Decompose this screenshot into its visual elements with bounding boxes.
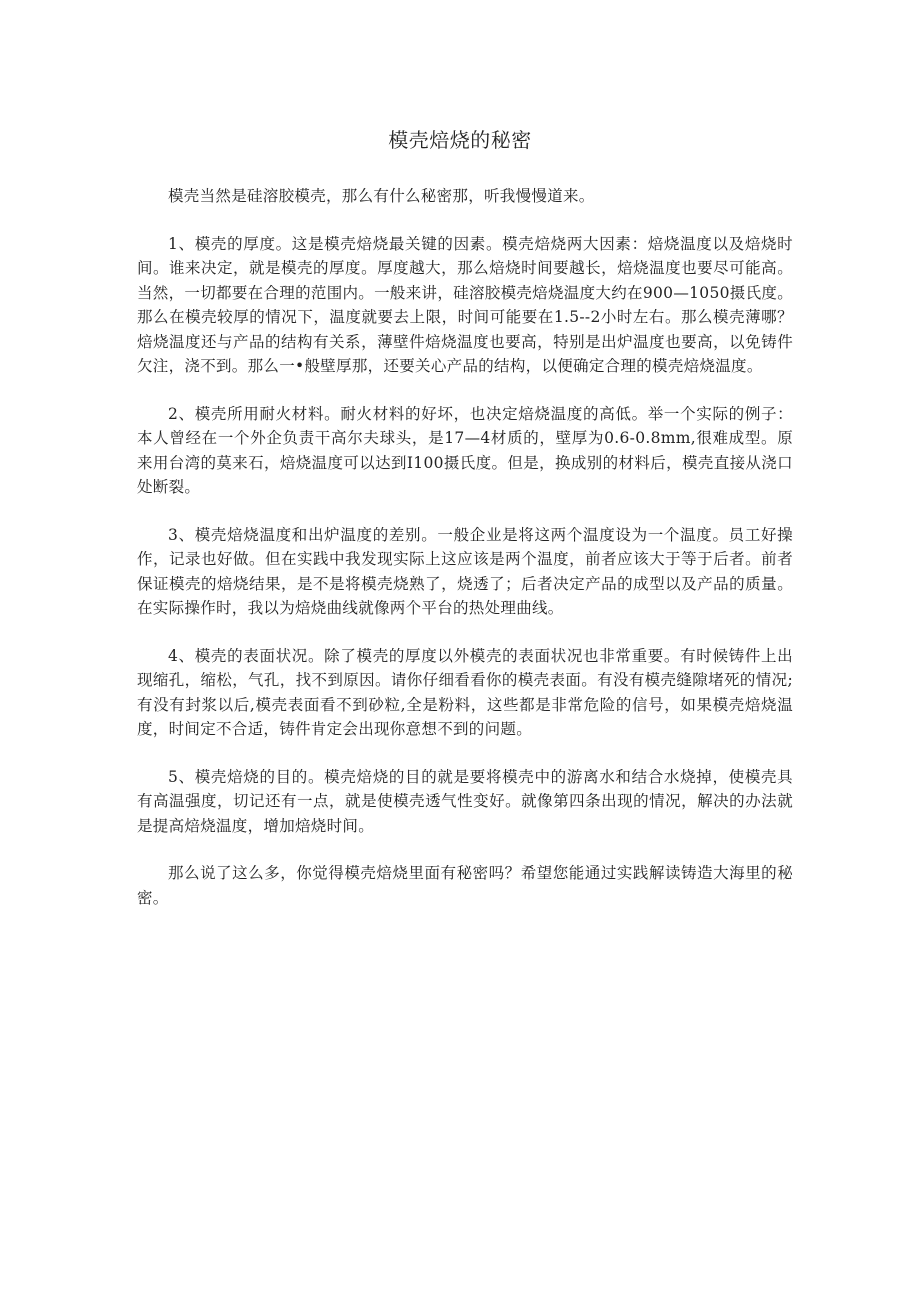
document-title: 模壳焙烧的秘密 — [388, 128, 532, 152]
document-body — [137, 184, 793, 933]
paragraph-shell-thickness: 1、模壳的厚度。这是模壳焙烧最关键的因素。模壳焙烧两大因素：焙烧温度以及焙烧时间。谁来决定，就是模壳的厚度。厚度越大，那么焙烧时间要越长，焙烧温度也要尽可能高。当然，一切都要在合理的范围内。一般来讲，硅溶胶模壳焙烧温度大约在900—1050摄氏度。那么在模壳较厚的情况下，温度就要去上限，时间可能要在1.5--2小时左右。那么模壳薄哪？焙烧温度还与产品的结构有关系，薄壁件焙烧温度也要高，特别是出炉温度也要高，以免铸件欠注，浇不到。那么一•般壁厚那，还要关心产品的结构，以便确定合理的模壳焙烧温度。 — [137, 234, 793, 375]
paragraph-refractory-material: 2、模壳所用耐火材料。耐火材料的好坏，也决定焙烧温度的高低。举一个实际的例子：本人曾经在一个外企负责干高尔夫球头，是17—4材质的，壁厚为0.6-0.8mm,很难成型。原来用台湾的莫来石，焙烧温度可以达到I100摄氏度。但是，换成别的材料后，模壳直接从浇口处断裂。 — [137, 404, 793, 496]
paragraph-intro: 模壳当然是硅溶胶模壳，那么有什么秘密那，听我慢慢道来。 — [168, 187, 595, 205]
paragraph-baking-purpose: 5、模壳焙烧的目的。模壳焙烧的目的就是要将模壳中的游离水和结合水烧掉，使模壳具有高温强度，切记还有一点，就是使模壳透气性变好。就像第四条出现的情况，解决的办法就是提高焙烧温度，增加焙烧时间。 — [137, 767, 793, 835]
paragraph-temperature-difference: 3、模壳焙烧温度和出炉温度的差别。一般企业是将这两个温度设为一个温度。员工好操作，记录也好做。但在实践中我发现实际上这应该是两个温度，前者应该大于等于后者。前者保证模壳的焙烧结果，是不是将模壳烧熟了，烧透了；后者决定产品的成型以及产品的质量。在实际操作时，我以为焙烧曲线就像两个平台的热处理曲线。 — [137, 525, 793, 617]
paragraph-conclusion: 那么说了这么多，你觉得模壳焙烧里面有秘密吗？希望您能通过实践解读铸造大海里的秘密。 — [137, 864, 793, 907]
paragraph-surface-condition: 4、模壳的表面状况。除了模壳的厚度以外模壳的表面状况也非常重要。有时候铸件上出现缩孔，缩松，气孔，找不到原因。请你仔细看看你的模壳表面。有没有模壳缝隙堵死的情况;有没有封浆以后,模壳表面看不到砂粒,全是粉料，这些都是非常危险的信号，如果模壳焙烧温度，时间定不合适，铸件肯定会出现你意想不到的问题。 — [137, 646, 793, 738]
